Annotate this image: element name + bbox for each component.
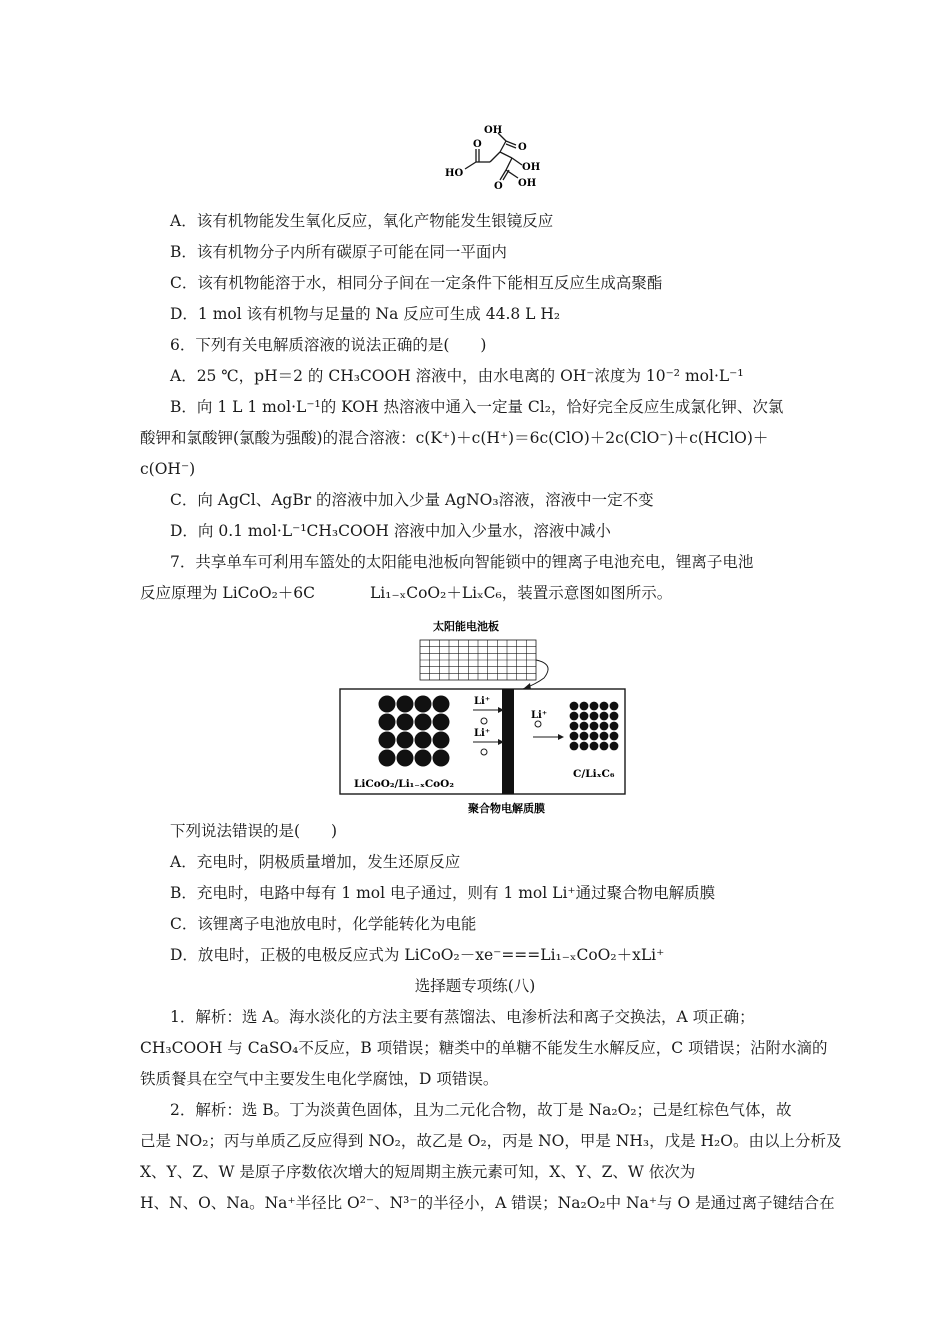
q6-option-b-line2: 酸钾和氯酸钾(氯酸为强酸)的混合溶液：c(K⁺)＋c(H⁺)＝6c(ClO)＋2c(ClO⁻)＋c(HClO)＋ xyxy=(140,429,769,447)
oh-mid-label: OH xyxy=(522,162,541,173)
answer-2-line4: H、N、O、Na。Na⁺半径比 O²⁻、N³⁻的半径小，A 错误；Na₂O₂中 Na⁺与 O 是通过离子键结合在 xyxy=(140,1194,835,1212)
electrode-particle xyxy=(600,732,609,741)
electrode-particle xyxy=(590,722,599,731)
electrode-particle xyxy=(415,696,432,713)
electrode-particle xyxy=(580,712,589,721)
li-ion-label-2: Li⁺ xyxy=(474,728,491,739)
electrode-particle xyxy=(397,714,414,731)
electrode-particle xyxy=(600,722,609,731)
electrode-particle xyxy=(610,702,619,711)
electrode-particle xyxy=(570,702,579,711)
electrode-particle xyxy=(379,714,396,731)
q7-option-c: C．该锂离子电池放电时，化学能转化为电能 xyxy=(170,915,477,933)
electrode-particle xyxy=(580,732,589,741)
panel-title: 太阳能电池板 xyxy=(433,620,499,633)
q6-option-b-line1: B．向 1 L 1 mol·L⁻¹的 KOH 热溶液中通入一定量 Cl₂，恰好完全反应生成氯化钾、次氯 xyxy=(170,398,784,416)
q7-option-b: B．充电时，电路中每有 1 mol 电子通过，则有 1 mol Li⁺通过聚合物电解质膜 xyxy=(170,884,716,902)
q6-option-a: A．25 ℃，pH＝2 的 CH₃COOH 溶液中，由水电离的 OH⁻浓度为 10⁻² mol·L⁻¹ xyxy=(170,367,744,385)
q7-stem-line2a: 反应原理为 LiCoO₂＋6C xyxy=(140,584,316,602)
q7-ask: 下列说法错误的是( ) xyxy=(170,822,338,840)
electrode-particle xyxy=(433,750,450,767)
o-left-label: O xyxy=(473,139,482,150)
electrode-particle xyxy=(610,712,619,721)
answer-1-line3: 铁质餐具在空气中主要发生电化学腐蚀，D 项错误。 xyxy=(140,1070,499,1088)
membrane-label: 聚合物电解质膜 xyxy=(468,802,545,815)
q7-option-a: A．充电时，阴极质量增加，发生还原反应 xyxy=(170,853,461,871)
electrode-particle xyxy=(580,722,589,731)
ho-left-label: HO xyxy=(445,168,464,179)
electrode-particle xyxy=(570,732,579,741)
electrode-particle xyxy=(415,750,432,767)
li-ion-label-3: Li⁺ xyxy=(531,710,548,721)
electrode-particle xyxy=(610,722,619,731)
answer-1-line1: 1．解析：选 A。海水淡化的方法主要有蒸馏法、电渗析法和离子交换法，A 项正确； xyxy=(170,1008,755,1026)
electrode-particle xyxy=(570,712,579,721)
q6-option-c: C．向 AgCl、AgBr 的溶液中加入少量 AgNO₃溶液，溶液中一定不变 xyxy=(170,491,654,509)
q6-stem: 6．下列有关电解质溶液的说法正确的是( ) xyxy=(170,336,487,354)
electrode-particle xyxy=(580,702,589,711)
electrode-particle xyxy=(433,714,450,731)
electrode-particle xyxy=(600,702,609,711)
oh-top-label: OH xyxy=(484,125,503,136)
answer-2-line3: X、Y、Z、W 是原子序数依次增大的短周期主族元素可知，X、Y、Z、W 依次为 xyxy=(140,1163,696,1181)
electrode-particle xyxy=(433,732,450,749)
electrode-particle xyxy=(379,750,396,767)
electrode-particle xyxy=(570,722,579,731)
electrode-particle xyxy=(415,714,432,731)
answer-2-line2: 己是 NO₂；丙与单质乙反应得到 NO₂，故乙是 O₂，丙是 NO，甲是 NH₃，戊是 H₂O。由以上分析及 xyxy=(140,1132,842,1150)
electrode-particle xyxy=(590,712,599,721)
left-electrode-label: LiCoO₂/Li₁₋ₓCoO₂ xyxy=(354,778,454,790)
answer-2-line1: 2．解析：选 B。丁为淡黄色固体，且为二元化合物，故丁是 Na₂O₂；己是红棕色气体，故 xyxy=(170,1101,792,1119)
electrode-particle xyxy=(590,702,599,711)
electrode-particle xyxy=(570,742,579,751)
q5-option-d: D．1 mol 该有机物与足量的 Na 反应可生成 44.8 L H₂ xyxy=(170,305,561,323)
electrode-particle xyxy=(590,732,599,741)
electrode-particle xyxy=(415,732,432,749)
electrode-particle xyxy=(590,742,599,751)
electrode-particle xyxy=(600,742,609,751)
q6-option-b-line3: c(OH⁻) xyxy=(140,460,196,478)
electrode-particle xyxy=(397,750,414,767)
li-ion-label-1: Li⁺ xyxy=(474,696,491,707)
electrode-particle xyxy=(397,732,414,749)
q5-option-b: B．该有机物分子内所有碳原子可能在同一平面内 xyxy=(170,243,507,261)
q7-stem-line2b: Li₁₋ₓCoO₂＋LiₓC₆，装置示意图如图所示。 xyxy=(370,584,673,602)
o-bottom-label: O xyxy=(494,181,503,192)
q5-option-c: C．该有机物能溶于水，相同分子间在一定条件下能相互反应生成高聚酯 xyxy=(170,274,663,292)
o-top-label: O xyxy=(518,142,527,153)
electrode-particle xyxy=(580,742,589,751)
electrode-particle xyxy=(379,696,396,713)
answers-title: 选择题专项练(八) xyxy=(414,977,536,995)
electrode-particle xyxy=(610,742,619,751)
right-electrode-label: C/LiₓC₆ xyxy=(573,768,615,780)
q7-option-d: D．放电时，正极的电极反应式为 LiCoO₂－xe⁻===Li₁₋ₓCoO₂＋xLi⁺ xyxy=(170,946,665,964)
answer-1-line2: CH₃COOH 与 CaSO₄不反应，B 项错误；糖类中的单糖不能发生水解反应，C 项错误；沾附水滴的 xyxy=(140,1039,828,1057)
battery-diagram xyxy=(330,612,630,822)
electrode-particle xyxy=(610,732,619,741)
electrode-particle xyxy=(397,696,414,713)
electrode-particle xyxy=(433,696,450,713)
electrode-particle xyxy=(379,732,396,749)
q7-stem-line1: 7．共享单车可利用车篮处的太阳能电池板向智能锁中的锂离子电池充电，锂离子电池 xyxy=(170,553,754,571)
electrode-particle xyxy=(600,712,609,721)
structural-formula xyxy=(440,122,550,192)
q6-option-d: D．向 0.1 mol·L⁻¹CH₃COOH 溶液中加入少量水，溶液中减小 xyxy=(170,522,611,540)
oh-bottom-label: OH xyxy=(518,178,537,189)
q5-option-a: A．该有机物能发生氧化反应，氧化产物能发生银镜反应 xyxy=(170,212,554,230)
